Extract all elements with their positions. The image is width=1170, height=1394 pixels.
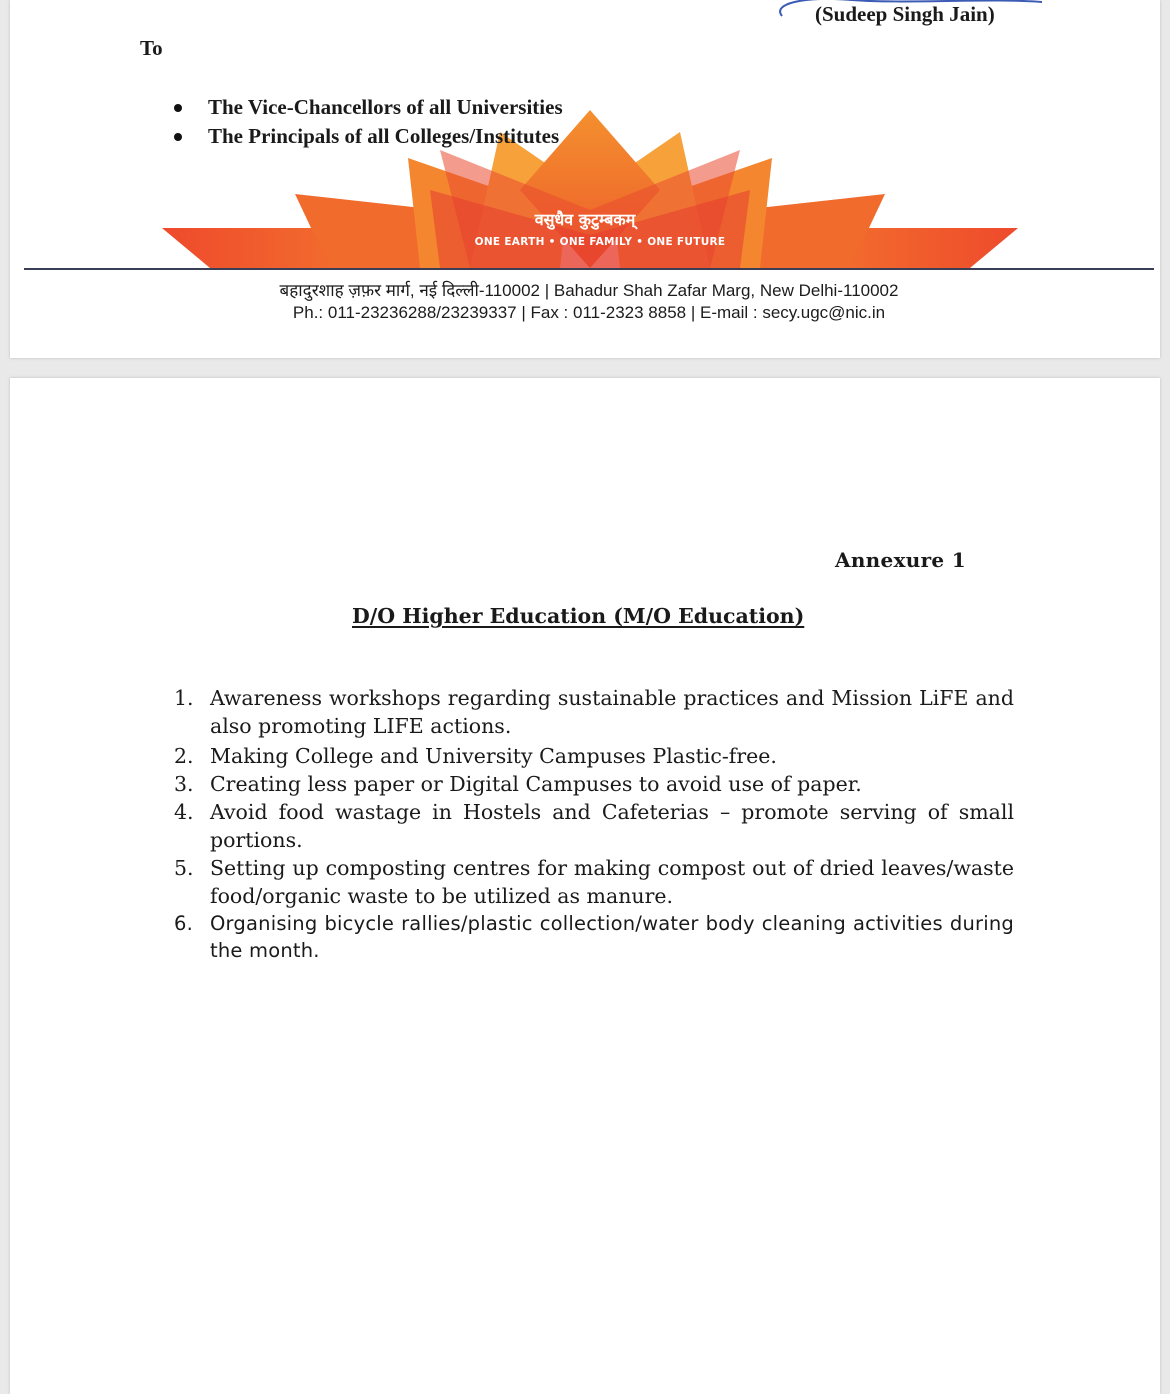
- recipient-list: [170, 93, 563, 151]
- recipient-item: The Principals of all Colleges/Institutes: [170, 122, 563, 151]
- address-line: बहादुरशाह ज़फ़र मार्ग, नई दिल्ली-110002 | Bahadur Shah Zafar Marg, New Delhi-110002: [279, 281, 899, 300]
- list-item-number: 6.: [174, 912, 194, 935]
- list-item: [174, 798, 1014, 854]
- list-item-text: Creating less paper or Digital Campuses to avoid use of paper.: [210, 772, 862, 796]
- list-item-number: 4.: [174, 800, 194, 824]
- list-item: [174, 742, 1014, 770]
- recipient-item: The Vice-Chancellors of all Universities: [170, 93, 563, 122]
- list-item: [174, 684, 1014, 740]
- list-item-text: Avoid food wastage in Hostels and Cafeterias – promote serving of small portions.: [210, 800, 1014, 852]
- to-label: To: [140, 36, 163, 60]
- list-item: [174, 910, 1014, 964]
- list-item-text: Organising bicycle rallies/plastic collection/water body cleaning activities during the month.: [210, 912, 1014, 962]
- annexure-title: D/O Higher Education (M/O Education): [352, 604, 805, 628]
- annexure-label: Annexure 1: [835, 548, 966, 572]
- list-item-text: Making College and University Campuses Plastic-free.: [210, 744, 777, 768]
- list-item-number: 1.: [174, 686, 194, 710]
- annexure-page: [10, 378, 1160, 1394]
- action-list: [174, 684, 1014, 964]
- list-item: [174, 770, 1014, 798]
- list-item-number: 3.: [174, 772, 194, 796]
- list-item-text: Awareness workshops regarding sustainable practices and Mission LiFE and also promoting LIFE actions.: [210, 686, 1014, 738]
- list-item: [174, 854, 1014, 910]
- contact-line: Ph.: 011-23236288/23239337 | Fax : 011-2323 8858 | E-mail : secy.ugc@nic.in: [292, 303, 886, 322]
- motto-english: ONE EARTH • ONE FAMILY • ONE FUTURE: [474, 236, 726, 248]
- header-rule: [24, 268, 1154, 270]
- list-item-text: Setting up composting centres for making compost out of dried leaves/waste food/organic waste to be utilized as manure.: [210, 856, 1014, 908]
- list-item-number: 5.: [174, 856, 194, 880]
- signatory-name: (Sudeep Singh Jain): [815, 2, 995, 26]
- motto-hindi: वसुधैव कुटुम्बकम्: [534, 210, 636, 229]
- list-item-number: 2.: [174, 744, 194, 768]
- letter-page: [10, 0, 1160, 358]
